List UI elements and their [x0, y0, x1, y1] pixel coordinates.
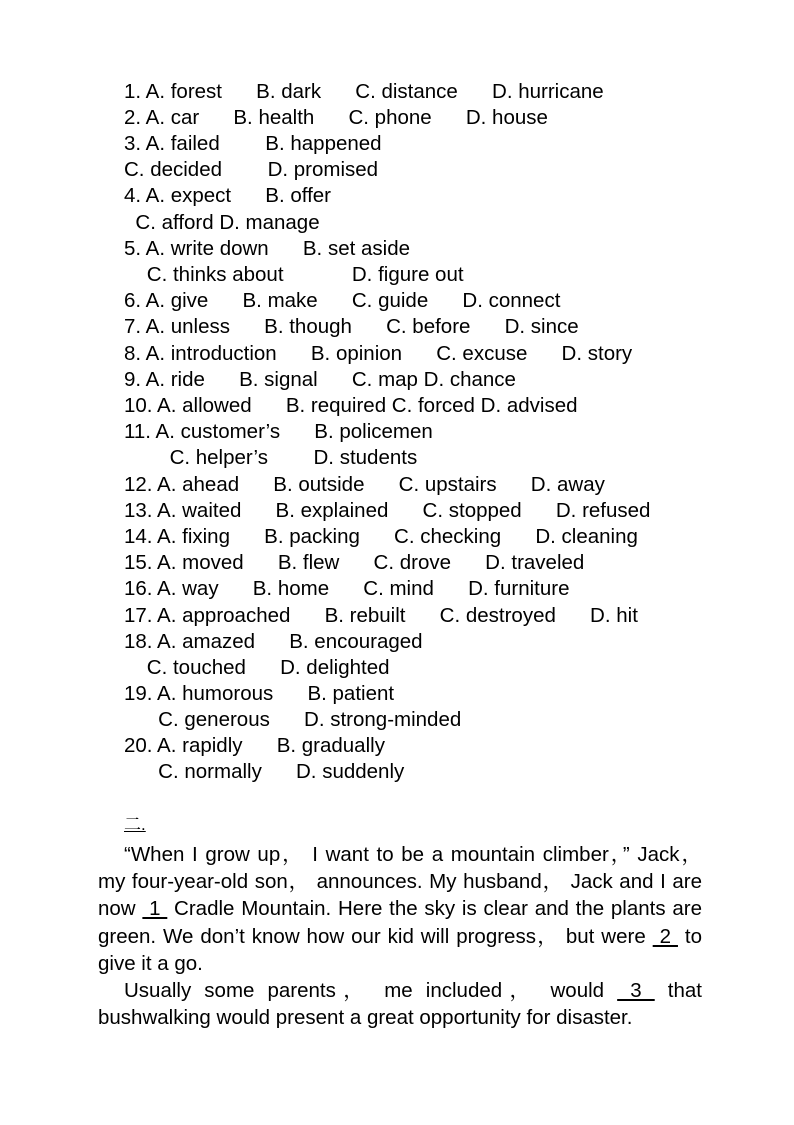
reading-passage: [98, 841, 702, 1031]
option-line-18: 14. A. fixing B. packing C. checking D. cleaning: [124, 525, 638, 548]
option-line-1: 1. A. forest B. dark C. distance D. hurricane: [124, 80, 604, 103]
option-line-26: 20. A. rapidly B. gradually: [124, 734, 385, 757]
option-line-14: 11. A. customer’s B. policemen: [124, 420, 433, 443]
option-line-4: C. decided D. promised: [124, 158, 379, 181]
option-line-8: C. thinks about D. figure out: [124, 263, 464, 286]
option-line-12: 9. A. ride B. signal C. map D. chance: [124, 368, 516, 391]
passage-text: Cradle Mountain. Here the sky is clear and the plants are green. We don’t know how our kid will progress， but were: [98, 897, 702, 948]
option-line-24: 19. A. humorous B. patient: [124, 682, 395, 705]
option-line-22: 18. A. amazed B. encouraged: [124, 630, 423, 653]
option-line-15: C. helper’s D. students: [124, 446, 418, 469]
option-line-7: 5. A. write down B. set aside: [124, 237, 410, 260]
option-line-27: C. normally D. suddenly: [124, 760, 405, 783]
option-line-16: 12. A. ahead B. outside C. upstairs D. away: [124, 473, 605, 496]
option-line-5: 4. A. expect B. offer: [124, 184, 332, 207]
blank-1: 1: [142, 897, 168, 921]
option-line-3: 3. A. failed B. happened: [124, 132, 382, 155]
blank-2: 2: [652, 924, 678, 948]
option-line-17: 13. A. waited B. explained C. stopped D. refused: [124, 499, 651, 522]
option-line-21: 17. A. approached B. rebuilt C. destroyed D. hit: [124, 604, 638, 627]
option-line-25: C. generous D. strong-minded: [124, 708, 462, 731]
option-line-6: C. afford D. manage: [124, 211, 320, 234]
passage-paragraph-2: [98, 977, 702, 1031]
option-line-11: 8. A. introduction B. opinion C. excuse D. story: [124, 342, 633, 365]
passage-text: that bushwalking would present a great opportunity for disaster.: [98, 979, 702, 1030]
section-marker: 二.: [124, 815, 146, 834]
passage-text: Usually some parents， me included， would: [124, 979, 618, 1003]
option-line-10: 7. A. unless B. though C. before D. since: [124, 315, 579, 338]
blank-3: 3: [617, 979, 655, 1003]
option-line-9: 6. A. give B. make C. guide D. connect: [124, 289, 561, 312]
option-line-2: 2. A. car B. health C. phone D. house: [124, 106, 548, 129]
passage-paragraph-1: [98, 841, 702, 977]
passage-text: to give it a go.: [98, 924, 703, 975]
option-line-19: 15. A. moved B. flew C. drove D. traveled: [124, 551, 585, 574]
option-line-23: C. touched D. delighted: [124, 656, 390, 679]
option-line-13: 10. A. allowed B. required C. forced D. advised: [124, 394, 578, 417]
passage-text: “When I grow up， I want to be a mountain climber，” Jack， my four-year-old son， announces. My husband， Jack and I are now: [98, 843, 702, 921]
option-line-20: 16. A. way B. home C. mind D. furniture: [124, 577, 570, 600]
